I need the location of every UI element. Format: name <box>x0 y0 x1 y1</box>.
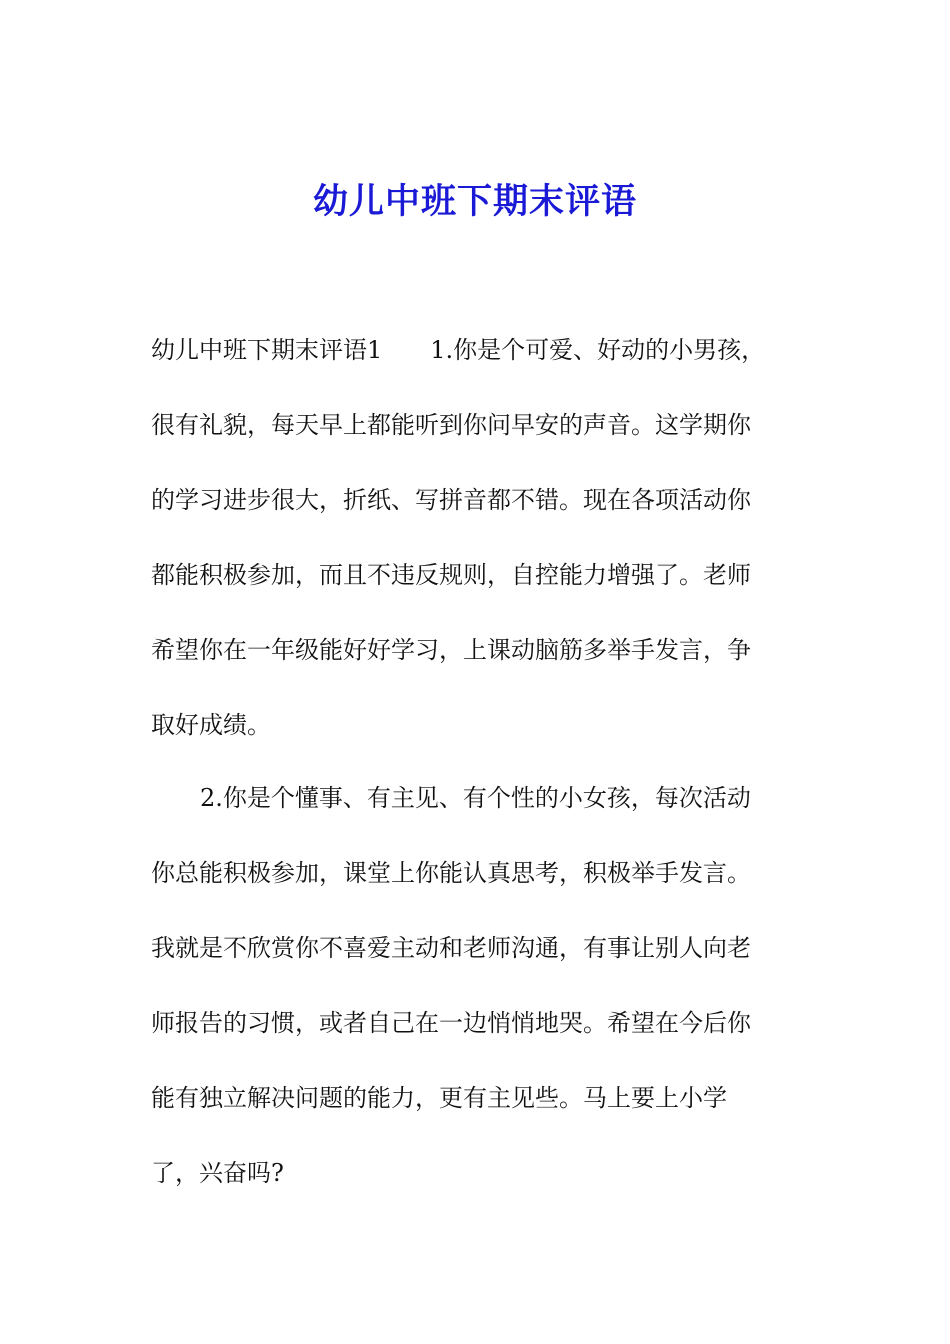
text-line: 了，兴奋吗? <box>151 1159 284 1187</box>
text-line: 师报告的习惯，或者自己在一边悄悄地哭。希望在今后你 <box>151 1009 751 1037</box>
text-line: 希望你在一年级能好好学习，上课动脑筋多举手发言，争 <box>151 636 751 664</box>
text-line: 2.你是个懂事、有主见、有个性的小女孩，每次活动 <box>200 784 751 812</box>
document-title: 幼儿中班下期末评语 <box>312 181 637 222</box>
text-line: 很有礼貌，每天早上都能听到你问早安的声音。这学期你 <box>151 411 751 439</box>
text-line: 都能积极参加，而且不违反规则，自控能力增强了。老师 <box>151 561 751 589</box>
text-line: 你总能积极参加，课堂上你能认真思考，积极举手发言。 <box>151 859 751 887</box>
text-line: 能有独立解决问题的能力，更有主见些。马上要上小学 <box>151 1084 727 1112</box>
text-line: 的学习进步很大，折纸、写拼音都不错。现在各项活动你 <box>151 486 751 514</box>
text-line: 我就是不欣赏你不喜爱主动和老师沟通，有事让别人向老 <box>151 934 751 962</box>
text-line: 取好成绩。 <box>151 711 271 739</box>
text-line: 幼儿中班下期末评语1 1.你是个可爱、好动的小男孩， <box>151 336 766 364</box>
